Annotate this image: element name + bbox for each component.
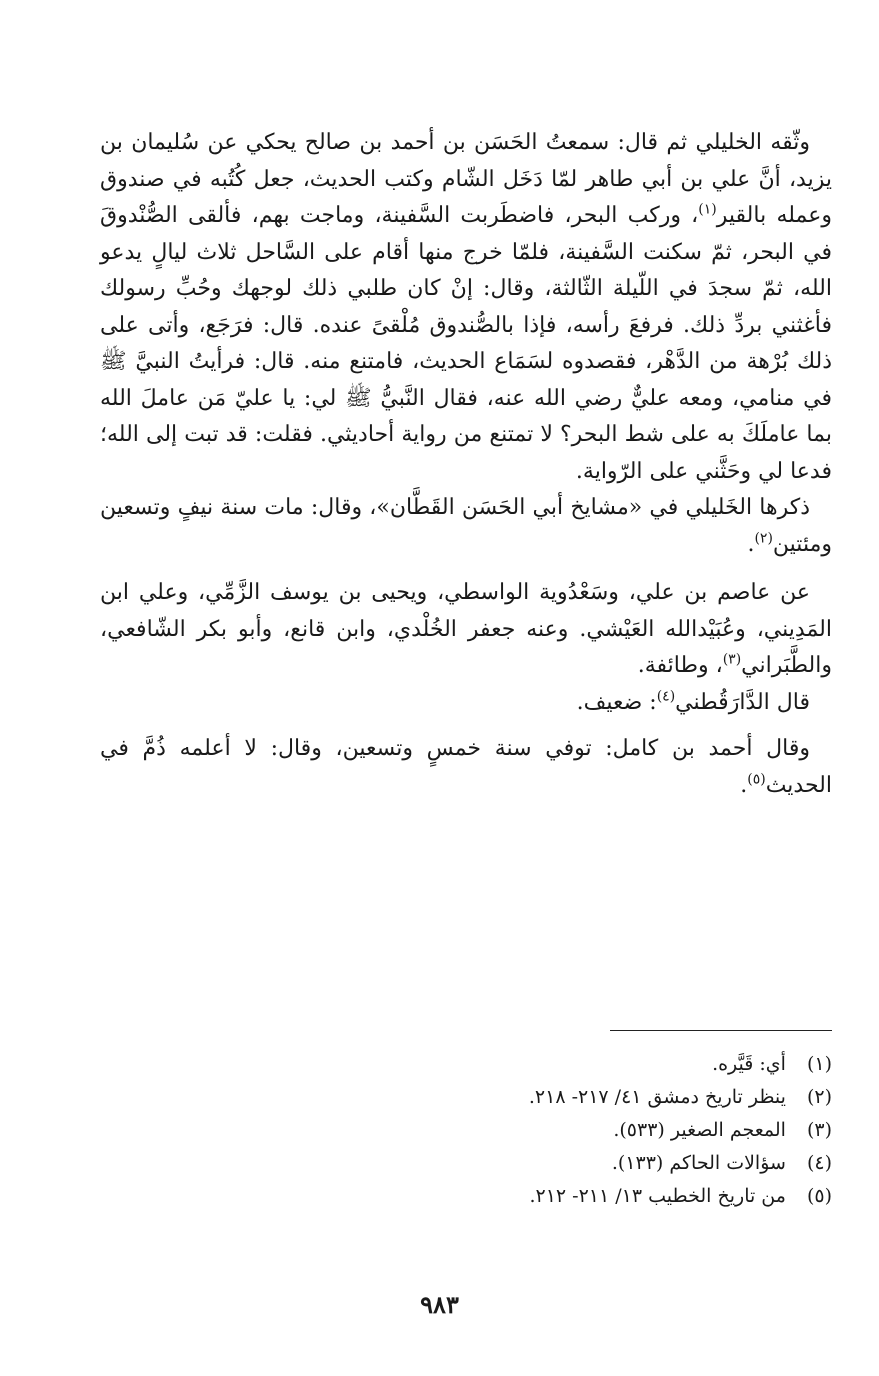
text-line: ، وطائفة. — [637, 653, 723, 678]
text-line: جعل كُتُبه في صندوق وعمله بالقير — [100, 166, 832, 228]
page-number: ٩٨٣ — [420, 1290, 459, 1319]
text-line: . — [740, 772, 748, 798]
footnote-4 — [300, 1147, 832, 1180]
footnote-2 — [300, 1081, 832, 1114]
paragraph-2 — [100, 490, 832, 563]
text-line: إلى الله؛ فدعا لي وحَثَّني على الرّواية. — [100, 422, 832, 484]
text-line: منها أقام على السَّاحل ثلاث ليالٍ يدعو الله، ثمّ سجدَ في اللّيلة الثّالثة، — [100, 239, 832, 301]
text-line: وماجت بهم، فألقى الصُّنْدوقَ في البحر، ثمّ سكنت السَّفينة، فلمّا خرج — [100, 203, 833, 265]
footnote-separator — [610, 1030, 832, 1031]
footnote-text: المعجم الصغير (٥٣٣). — [613, 1119, 786, 1141]
paragraph-3 — [100, 575, 832, 685]
footnote-ref-4: (٤) — [656, 688, 676, 705]
text-line: عن عاصم بن علي، وسَعْدُوية الواسطي، ويحيى بن يوسف الزَّمِّي، — [198, 580, 810, 605]
footnote-ref-1: (١) — [698, 201, 717, 218]
paragraph-1 — [100, 125, 832, 490]
paragraph-4 — [100, 685, 832, 722]
footnote-3 — [300, 1114, 832, 1147]
footnote-5 — [300, 1180, 832, 1213]
text-line: وعلي ابن المَدِيني، وعُبَيْدالله العَيْشي. وعنه جعفر الخُلْدي، وابن قانع، — [100, 580, 832, 642]
text-line: وقال أحمد بن كامل: توفي سنة خمسٍ وتسعين، وقال: لا أعلمه ذُمَّ — [142, 736, 810, 761]
footnote-text: أي: قَيَّره. — [712, 1053, 786, 1075]
text-line: وقال: إنْ كان طلبي ذلك لوجهك وحُبِّ رسولك فأغثني بردِّ ذلك. فرفعَ — [100, 276, 832, 338]
text-line: . — [747, 531, 755, 557]
text-line: نيفٍ وتسعين ومئتين — [100, 495, 832, 557]
footnote-text: من تاريخ الخطيب ١٣/ ٢١١- ٢١٢. — [529, 1185, 786, 1207]
text-line: ، وركب البحر، فاضطَربت السَّفينة، — [374, 203, 699, 228]
text-line: منامي، ومعه عليٌّ رضي الله عنه، فقال النَّبيُّ ﷺ لي: يا عليّ مَن عاملَ الله — [100, 385, 795, 411]
text-line: بما عاملَكَ به على شط البحر؟ لا تمتنع من رواية أحاديثي. فقلت: قد تبت — [184, 422, 832, 447]
paragraph-5 — [100, 731, 832, 804]
footnote-number: (٢) — [806, 1086, 832, 1108]
footnote-ref-2: (٢) — [754, 530, 773, 547]
main-text — [100, 125, 832, 804]
text-line: قال الدَّارَقُطني — [675, 689, 810, 715]
text-line: الدَّهْر، فقصدوه لسَمَاع الحديث، فامتنع منه. قال: فرأيتُ النبيَّ ﷺ في — [100, 349, 832, 411]
footnote-ref-5: (٥) — [747, 771, 766, 788]
text-line: وثّقه الخليلي ثم قال: سمعتُ الحَسَن بن أحمد بن صالح يحكي عن — [207, 130, 811, 155]
text-line: في الحديث — [100, 736, 832, 798]
footnote-text: ينظر تاريخ دمشق ٤١/ ٢١٧- ٢١٨. — [528, 1086, 786, 1108]
footnote-number: (٣) — [806, 1119, 832, 1141]
footnote-number: (٤) — [806, 1152, 832, 1174]
text-line: سُليمان بن يزيد، أنَّ علي بن أبي طاهر لمّا دَخَل الشّام وكتب الحديث، — [100, 130, 832, 192]
footnote-ref-3: (٣) — [722, 651, 742, 668]
footnote-1 — [300, 1048, 832, 1081]
footnote-number: (٥) — [806, 1185, 832, 1207]
text-line: : ضعيف. — [576, 689, 657, 715]
footnotes — [300, 1048, 832, 1213]
text-line: رأسه، فإذا بالصُّندوق مُلْقىً عنده. قال: فرَجَع، وأتى على ذلك بُرْهة من — [100, 312, 832, 374]
footnote-number: (١) — [806, 1053, 832, 1075]
text-line: ذكرها الخَليلي في «مشايخ أبي الحَسَن القَطَّان»، وقال: مات سنة — [220, 495, 810, 520]
text-line: وأبو بكر الشّافعي، والطَّبَراني — [100, 616, 832, 678]
footnote-text: سؤالات الحاكم (١٣٣). — [611, 1152, 786, 1174]
